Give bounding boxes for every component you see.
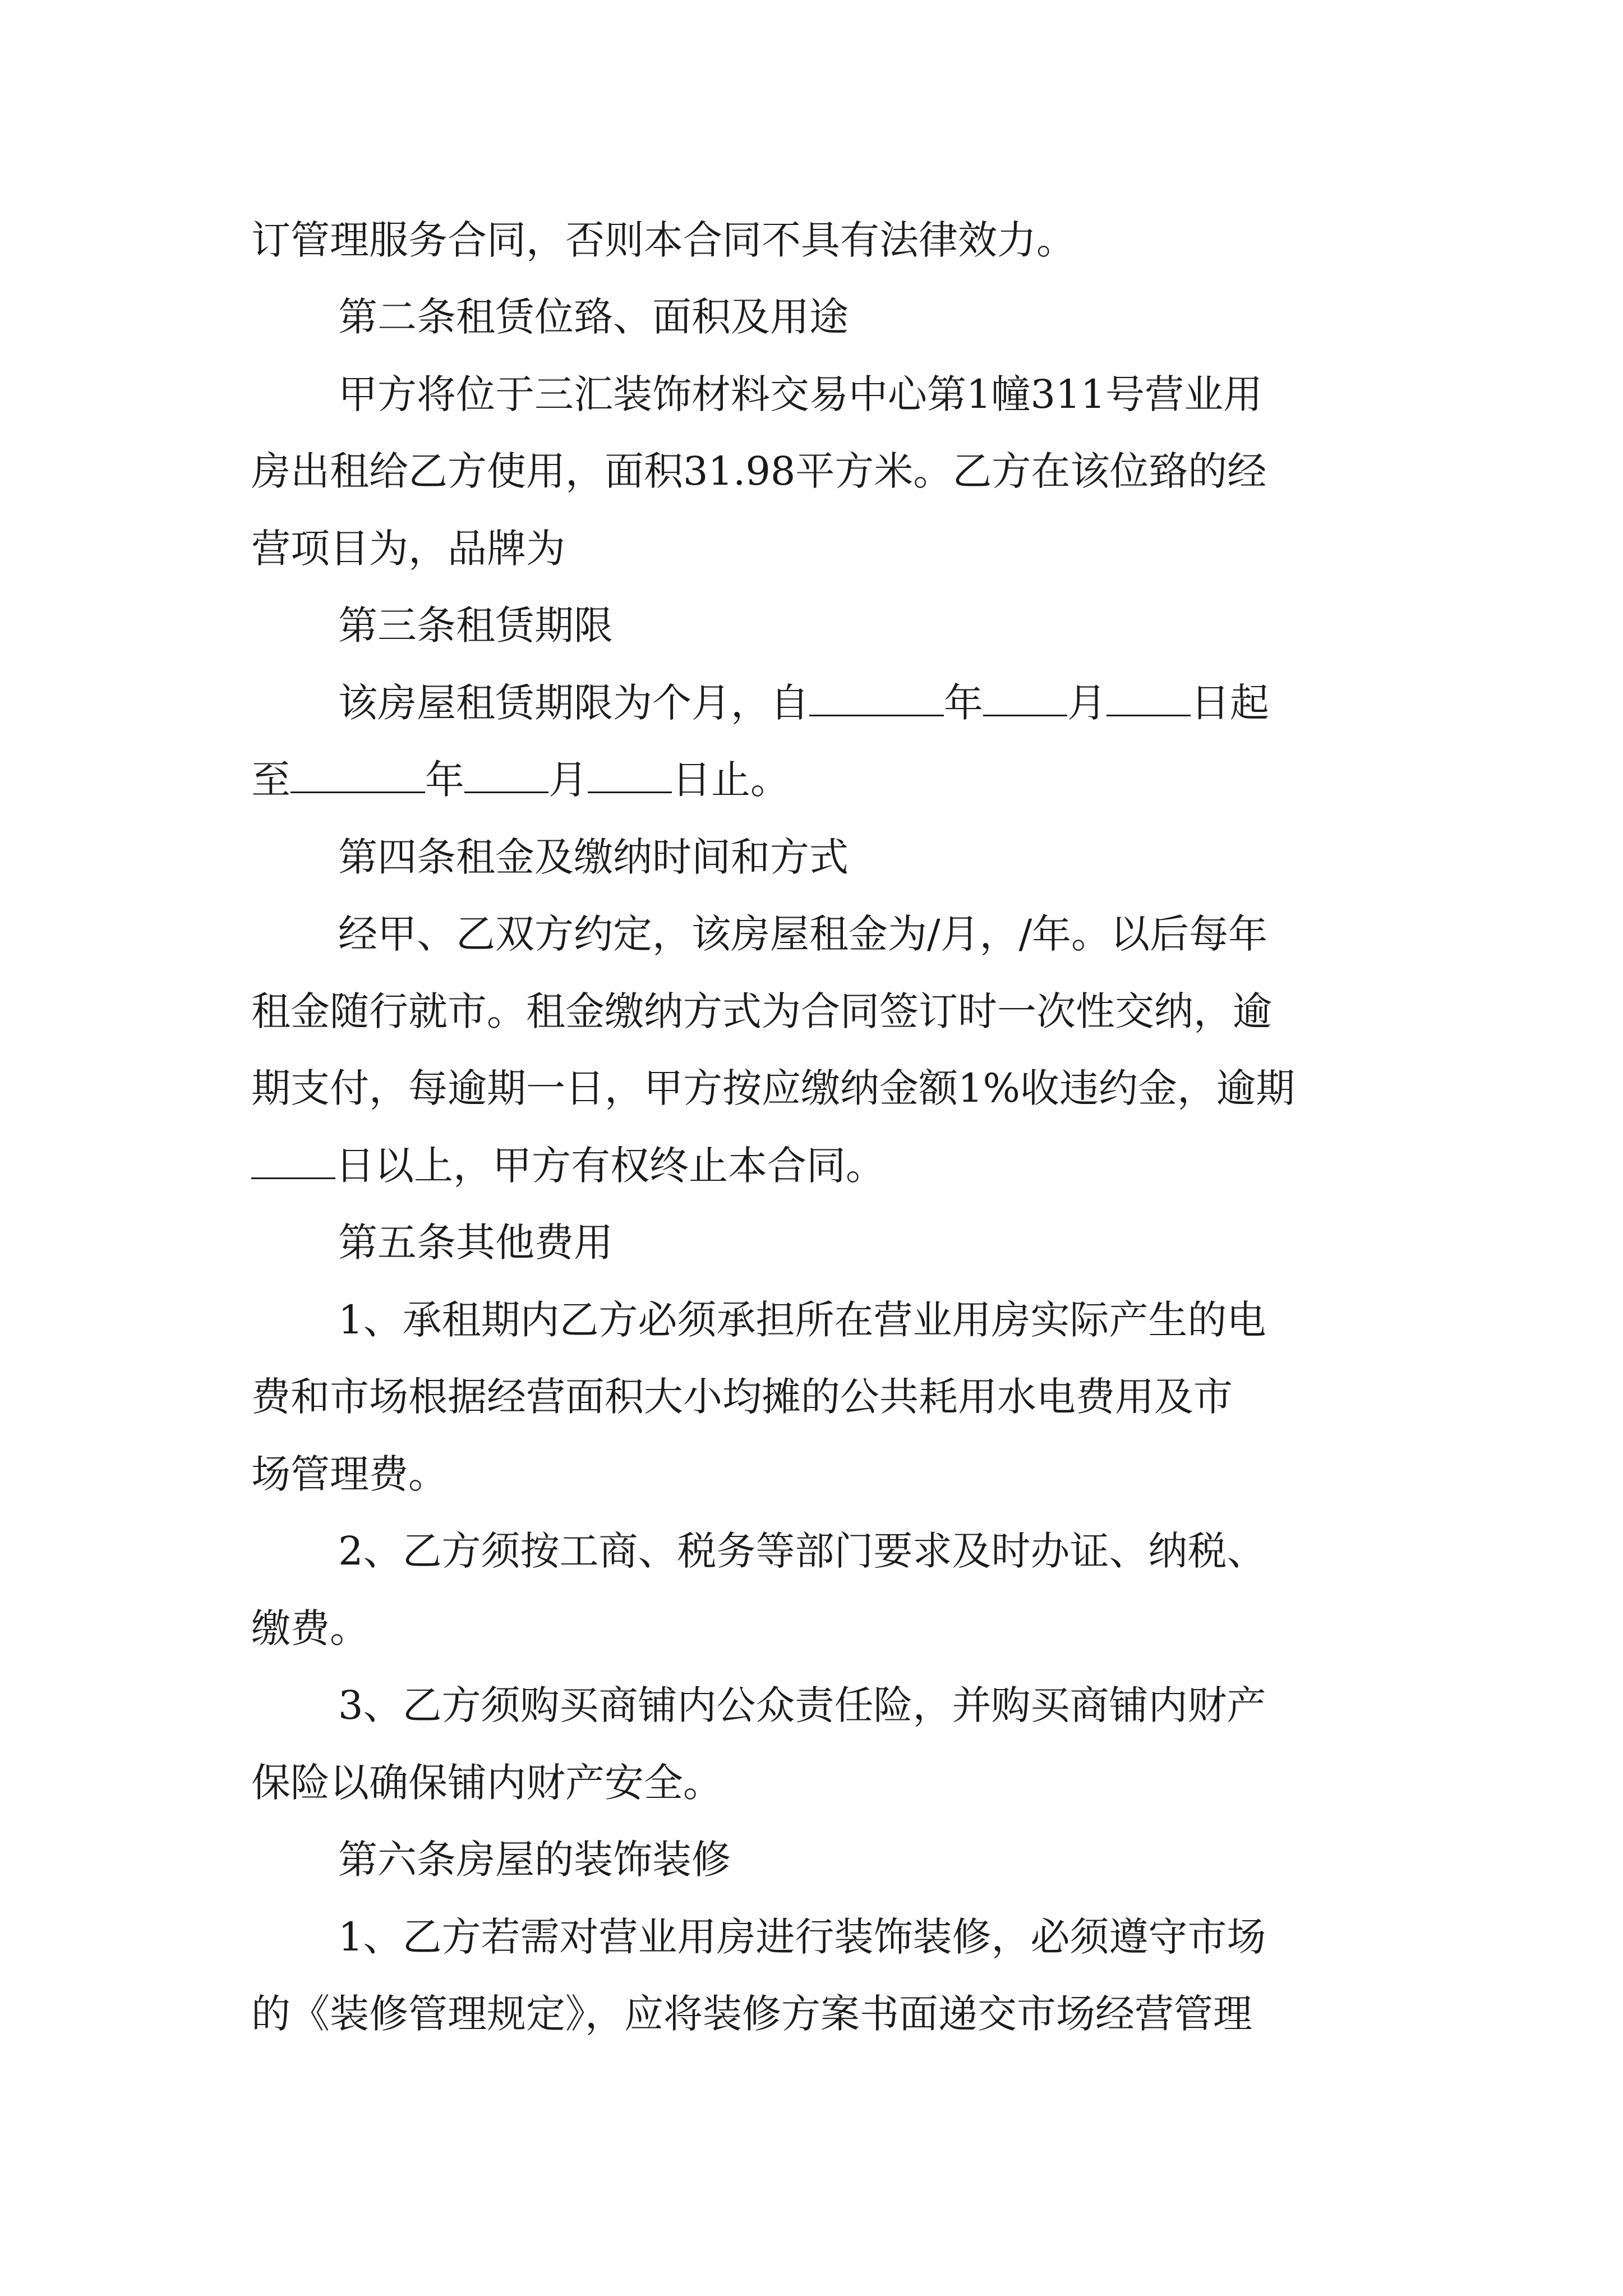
section-heading-2: 第二条租赁位臵、面积及用途 xyxy=(338,294,849,340)
paragraph-line: 缴费。 xyxy=(251,1605,369,1651)
paragraph-line: 租金随行就市。租金缴纳方式为合同签订时一次性交纳，逾 xyxy=(251,988,1272,1034)
section-heading-4: 第四条租金及缴纳时间和方式 xyxy=(338,834,849,880)
paragraph-line: 场管理费。 xyxy=(251,1451,448,1497)
lease-term-text: 该房屋租赁期限为个月，自 xyxy=(338,680,809,726)
overdue-line xyxy=(251,1138,885,1194)
section-heading-5: 第五条其他费用 xyxy=(338,1220,613,1266)
blank-end-day xyxy=(588,759,672,793)
section-heading-3: 第三条租赁期限 xyxy=(338,602,613,648)
paragraph-line: 3、乙方须购买商铺内公众责任险，并购买商铺内财产 xyxy=(338,1682,1266,1728)
blank-start-day xyxy=(1106,682,1191,716)
blank-end-year xyxy=(291,759,425,793)
paragraph-line: 订管理服务合同，否则本合同不具有法律效力。 xyxy=(251,217,1076,263)
paragraph-line: 费和市场根据经营面积大小均摊的公共耗用水电费用及市 xyxy=(251,1374,1233,1420)
paragraph-line: 的《装修管理规定》，应将装修方案书面递交市场经营管理 xyxy=(251,1991,1252,2037)
overdue-text: 日以上，甲方有权终止本合同。 xyxy=(335,1143,885,1189)
paragraph-line: 保险以确保铺内财产安全。 xyxy=(251,1760,722,1806)
day-end-label: 日止。 xyxy=(672,757,790,803)
lease-term-line-1 xyxy=(338,675,1269,731)
section-heading-6: 第六条房屋的装饰装修 xyxy=(338,1837,731,1883)
paragraph-line: 经甲、乙双方约定，该房屋租金为/月，/年。以后每年 xyxy=(338,911,1268,957)
year-label: 年 xyxy=(425,757,464,803)
paragraph-line: 期支付，每逾期一日，甲方按应缴纳金额1%收违约金，逾期 xyxy=(251,1065,1295,1111)
blank-start-year xyxy=(809,682,944,716)
month-label: 月 xyxy=(548,757,588,803)
blank-start-month xyxy=(983,682,1067,716)
blank-end-month xyxy=(464,759,548,793)
paragraph-line: 营项目为，品牌为 xyxy=(251,526,565,572)
paragraph-line: 房出租给乙方使用，面积31.98平方米。乙方在该位臵的经 xyxy=(251,448,1267,494)
paragraph-line: 1、承租期内乙方必须承担所在营业用房实际产生的电 xyxy=(338,1297,1266,1343)
paragraph-line: 1、乙方若需对营业用房进行装饰装修，必须遵守市场 xyxy=(338,1914,1266,1960)
paragraph-line: 2、乙方须按工商、税务等部门要求及时办证、纳税、 xyxy=(338,1528,1266,1574)
day-start-label: 日起 xyxy=(1191,680,1269,726)
to-label: 至 xyxy=(251,757,291,803)
lease-term-line-2 xyxy=(251,752,790,808)
blank-overdue-days xyxy=(251,1145,335,1179)
month-label: 月 xyxy=(1067,680,1106,726)
paragraph-line: 甲方将位于三汇装饰材料交易中心第1幢311号营业用 xyxy=(338,371,1263,417)
year-label: 年 xyxy=(944,680,983,726)
